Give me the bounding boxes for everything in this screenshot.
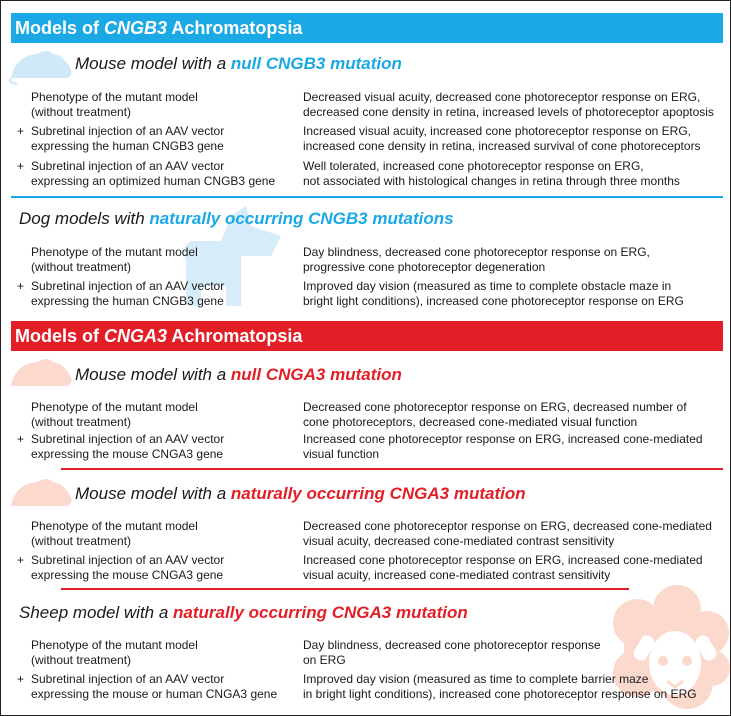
banner-gene: CNGA3 (104, 326, 168, 346)
outcome-text: Well tolerated, increased cone photoreceptor response on ERG, not associated with histological changes in retina through three months (303, 159, 680, 188)
outcome-text: Improved day vision (measured as time to complete barrier maze in bright light conditions), increased cone photoreceptor response on ERG (303, 672, 697, 701)
mouse-icon (7, 46, 77, 86)
title-text: Dog models with (19, 209, 150, 228)
condition-label: Subretinal injection of an AAV vector expressing the human CNGB3 gene (31, 279, 225, 308)
divider (61, 588, 629, 590)
divider (61, 468, 723, 470)
title-text: Mouse model with a (75, 365, 231, 384)
banner-text: Models of (15, 18, 104, 38)
plus-sign: + (17, 124, 25, 138)
section-banner-cnga3 (11, 321, 723, 351)
condition-label: Phenotype of the mutant model (without treatment) (31, 638, 198, 667)
group-title (75, 365, 402, 385)
banner-text: Models of (15, 326, 104, 346)
condition-label: Subretinal injection of an AAV vector expressing the human CNGB3 gene (31, 124, 225, 153)
condition-label: Phenotype of the mutant model (without treatment) (31, 519, 198, 548)
title-text: Mouse model with a (75, 54, 231, 73)
outcome-text: Increased cone photoreceptor response on ERG, increased cone-mediated visual acuity, increased cone-mediated contrast sensitivity (303, 553, 703, 582)
plus-sign: + (17, 553, 25, 567)
mouse-icon (7, 354, 77, 394)
condition-label: Subretinal injection of an AAV vector expressing an optimized human CNGB3 gene (31, 159, 276, 188)
divider (11, 196, 723, 198)
title-highlight: naturally occurring CNGA3 mutation (173, 603, 468, 622)
title-highlight: null CNGB3 mutation (230, 54, 402, 73)
banner-gene: CNGB3 (104, 18, 168, 38)
title-highlight: naturally occurring CNGB3 mutations (149, 209, 454, 228)
section-banner-cngb3 (11, 13, 723, 43)
plus-sign: + (17, 279, 25, 293)
group-title (75, 54, 402, 74)
outcome-text: Day blindness, decreased cone photoreceptor response on ERG, progressive cone photoreceptor degeneration (303, 245, 650, 274)
title-text: Sheep model with a (19, 603, 174, 622)
outcome-text: Decreased cone photoreceptor response on ERG, decreased cone-mediated visual acuity, decreased cone-mediated contrast sensitivity (303, 519, 712, 548)
title-text: Mouse model with a (75, 484, 231, 503)
outcome-text: Decreased visual acuity, decreased cone photoreceptor response on ERG, decreased cone density in retina, increased levels of photoreceptor apoptosis (303, 90, 714, 119)
outcome-text: Increased visual acuity, increased cone photoreceptor response on ERG, increased cone density in retina, increased survival of cone photoreceptors (303, 124, 701, 153)
outcome-text: Decreased cone photoreceptor response on ERG, decreased number of cone photoreceptors, decreased cone-mediated visual function (303, 400, 687, 429)
outcome-text: Day blindness, decreased cone photoreceptor response on ERG (303, 638, 601, 667)
group-title (75, 484, 526, 504)
plus-sign: + (17, 159, 25, 173)
mouse-icon (7, 474, 77, 514)
condition-label: Subretinal injection of an AAV vector expressing the mouse CNGA3 gene (31, 432, 225, 461)
banner-text: Achromatopsia (167, 326, 303, 346)
condition-label: Subretinal injection of an AAV vector expressing the mouse CNGA3 gene (31, 553, 225, 582)
plus-sign: + (17, 672, 25, 686)
title-highlight: null CNGA3 mutation (230, 365, 402, 384)
title-highlight: naturally occurring CNGA3 mutation (230, 484, 526, 503)
banner-text: Achromatopsia (167, 18, 303, 38)
condition-label: Subretinal injection of an AAV vector expressing the mouse or human CNGA3 gene (31, 672, 278, 701)
condition-label: Phenotype of the mutant model (without treatment) (31, 90, 198, 119)
outcome-text: Improved day vision (measured as time to complete obstacle maze in bright light conditions), increased cone photoreceptor response on ERG (303, 279, 684, 308)
condition-label: Phenotype of the mutant model (without treatment) (31, 245, 198, 274)
group-title (19, 603, 468, 623)
outcome-text: Increased cone photoreceptor response on ERG, increased cone-mediated visual function (303, 432, 703, 461)
group-title (19, 209, 454, 229)
plus-sign: + (17, 432, 25, 446)
condition-label: Phenotype of the mutant model (without treatment) (31, 400, 198, 429)
